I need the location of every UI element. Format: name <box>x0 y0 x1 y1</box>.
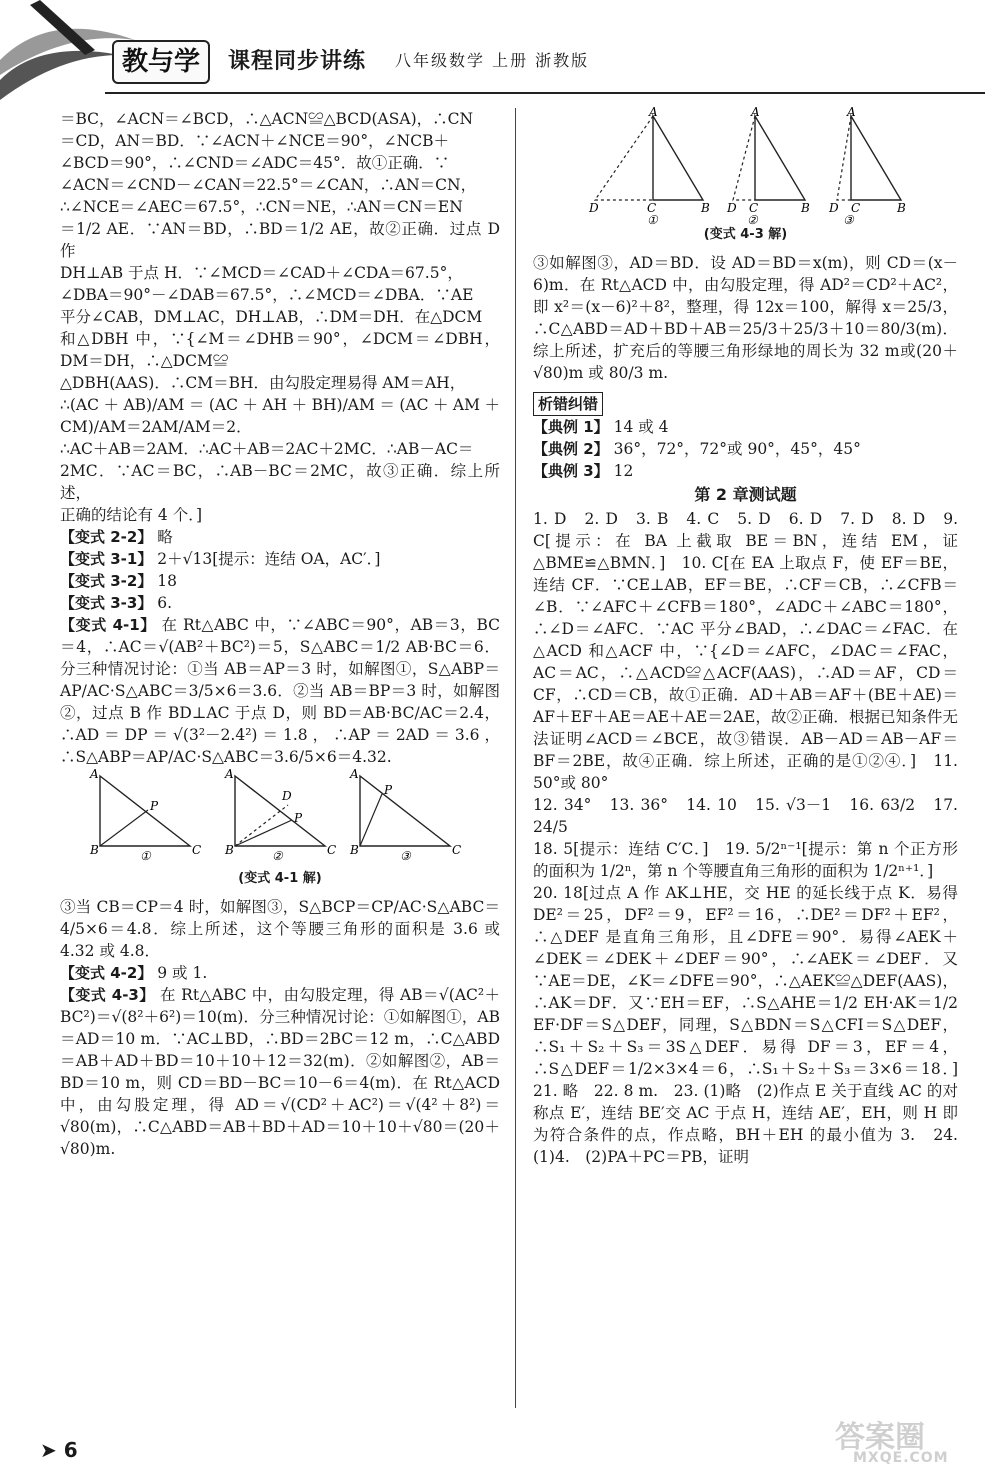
right-column <box>533 105 974 1168</box>
text-line: ∠DBA＝90°－∠DAB＝67.5°，∴∠MCD＝∠DBA．∵AE <box>60 286 474 304</box>
answer-item: 【变式 4-1】 在 Rt△ABC 中，∵∠ABC＝90°，AB＝3，BC＝4，∴AC＝√(AB²＋BC²)＝5，S△ABC＝1/2 AB·BC＝6．分三种情况讨论：①当 AB＝AP＝3 时，如解图①，S△ABP＝AP/AC·S△ABC＝3/5×6＝3.6．②当 AB＝BP＝3 时，如解图②，过点 B 作 BD⊥AC 于点 D，则 BD＝AB·BC/AC＝2.4，∴AD＝DP＝√(3²－2.4²)＝1.8，∴AP＝2AD＝3.6，∴S△ABP＝AP/AC·S△ABC＝3.6/5×6＝4.32. <box>60 616 500 766</box>
svg-text:D: D <box>282 789 292 803</box>
svg-text:P: P <box>384 783 393 797</box>
answer-paragraph: 1. D 2. D 3. B 4. C 5. D 6. D 7. D 8. D 9. C[提示：在 BA 上截取 BE＝BN，连结 EM，证△BME≌△BMN．] 10. C[在 EA 上取点 F，使 EF＝BE，连结 CF．∵CE⊥AB，EF＝BE，∴CF＝CB，∴∠CFB＝∠B．∵∠AFC＋∠CFB＝180°，∠ADC＋∠ABC＝180°，∴∠D＝∠AFC．∵AC 平分∠BAD，∴∠DAC＝∠FAC．在△ACD 和△ACF 中，∵{∠D＝∠AFC，∠DAC＝∠FAC，AC＝AC，∴△ACD≌△ACF(AAS)，∴AD＝AF，CD＝CF，∴CD＝CB，故①正确．AD＋AB＝AF＋(BE＋AE)＝AF＋EF＋AE＝AE＋AE＝2AE，故②正确．根据已知条件无法证明∠ACD＝∠BCE，故③错误．AB－AD＝AB－AF＝BF＝2BE，故④正确．综上所述，正确的是①②④．] 11. 50°或 80° <box>533 510 963 792</box>
svg-text:D: D <box>829 201 839 215</box>
answer-item: 【变式 3-2】 18 <box>60 572 177 590</box>
text-line: 正确的结论有 4 个．] <box>60 506 203 524</box>
triangle-figure-3 <box>349 767 461 863</box>
svg-text:B: B <box>225 843 234 857</box>
svg-text:B: B <box>350 843 359 857</box>
grade-meta: 八年级数学 上册 浙教版 <box>395 51 590 70</box>
text-line: ＝1/2 AE．∵AN＝BD，∴BD＝1/2 AE，故②正确．过点 D 作 <box>60 220 505 260</box>
text-line: △DBH(AAS)．∴CM＝BH．由勾股定理易得 AM＝AH， <box>60 374 466 392</box>
svg-text:C: C <box>851 201 861 215</box>
triangle-figure-2 <box>726 105 810 227</box>
text-line: ∴AC＋AB＝2AM．∴AC＋AB＝2AC＋2MC．∴AB－AC＝ <box>60 440 474 458</box>
svg-text:A: A <box>90 767 99 781</box>
figure-label: ③ <box>400 849 411 863</box>
svg-text:P: P <box>294 811 303 825</box>
answer-item: 【变式 3-1】 2＋√13[提示：连结 OA，AC′．] <box>60 550 381 568</box>
triangle-figure-3 <box>828 105 906 227</box>
figure-label: ① <box>647 213 658 227</box>
column-divider <box>515 108 516 1408</box>
svg-text:B: B <box>897 201 906 215</box>
answer-item: 【变式 4-3】 在 Rt△ABC 中，由勾股定理，得 AB＝√(AC²＋BC²)＝√(8²＋6²)＝10(m)．分三种情况讨论：①如解图①，AB＝AD＝10 m．∵AC⊥BD，∴BD＝2BC＝12 m，∴C△ABD＝AB＋AD＋BD＝10＋10＋12＝32(m)．②如解图②，AB＝BD＝10 m，则 CD＝BD－BC＝10－6＝4(m)．在 Rt△ACD 中，由勾股定理，得 AD＝√(CD²＋AC²)＝√(4²＋8²)＝√80(m)，∴C△ABD＝AB＋BD＋AD＝10＋10＋√80＝(20＋√80)m. <box>60 986 505 1158</box>
text-line: 和△DBH 中，∵{∠M＝∠DHB＝90°，∠DCM＝∠DBH，DM＝DH，∴△DCM≌ <box>60 330 500 370</box>
figure-caption: (变式 4-3 解) <box>703 227 788 242</box>
left-continuation <box>60 108 505 526</box>
answer-paragraph: 18. 5[提示：连结 C′C．] 19. 5/2ⁿ⁻¹[提示：第 n 个正方形的面积为 1/2ⁿ，第 n 个等腰直角三角形的面积为 1/2ⁿ⁺¹．] <box>533 840 958 880</box>
page-number <box>40 1438 78 1462</box>
figure-label: ② <box>272 849 283 863</box>
text-line: 平分∠CAB，DM⊥AC，DH⊥AB，∴DM＝DH．在△DCM <box>60 308 483 326</box>
text-line: DH⊥AB 于点 H．∵∠MCD＝∠CAD＋∠CDA＝67.5°， <box>60 264 463 282</box>
svg-text:P: P <box>150 799 159 813</box>
course-title: 课程同步讲练 <box>228 49 367 74</box>
answer-item: 【变式 2-2】 略 <box>60 528 173 546</box>
svg-text:C: C <box>647 201 657 215</box>
answer-item: 【变式 4-2】 9 或 1. <box>60 964 208 982</box>
svg-text:A: A <box>225 767 234 781</box>
example-item: 【典例 2】 36°，72°，72°或 90°，45°，45° <box>533 440 861 458</box>
text-paragraph: ③当 CB＝CP＝4 时，如解图③，S△BCP＝CP/AC·S△ABC＝4/5×6＝4.8．综上所述，这个等腰三角形的面积是 3.6 或 4.32 或 4.8． <box>60 898 505 960</box>
svg-text:A: A <box>847 105 856 119</box>
brand-logo: 教与学 <box>112 40 210 84</box>
arrow-icon: ➤ <box>40 1438 57 1462</box>
text-line: ∠ACN＝∠CND－∠CAN＝22.5°＝∠CAN，∴AN＝CN， <box>60 176 477 194</box>
svg-text:A: A <box>751 105 760 119</box>
answer-paragraph: 20. 18[过点 A 作 AK⊥HE，交 HE 的延长线于点 K．易得 DE²＝25，DF²＝9，EF²＝16，∴DE²＝DF²＋EF²，∴△DEF 是直角三角形，且∠DFE＝90°．易得∠AEK＋∠DEK＝∠DEK＋∠DEF＝90°，∴∠AEK＝∠DEF．又∵AE＝DE，∠K＝∠DFE＝90°，∴△AEK≌△DEF(AAS)，∴AK＝DF．又∵EH＝EF，∴S△AHE＝1/2 EH·AK＝1/2 EF·DF＝S△DEF，同理，S△BDN＝S△CFI＝S△DEF，∴S₁＋S₂＋S₃＝3S△DEF．易得 DF＝3，EF＝4，∴S△DEF＝1/2×3×4＝6，∴S₁＋S₂＋S₃＝3×6＝18．] 21. 略 22. 8 m. 23. (1)略 (2)作点 E 关于直线 AC 的对称点 E′，连结 BE′交 AC 于点 H，连结 AE′，EH，则 H 即为符合条件的点，作点略，BH＋EH 的最小值为 3. 24. (1)4. (2)PA＋PC＝PB，证明 <box>533 884 974 1166</box>
figure-variant-4-1 <box>60 767 500 863</box>
page-header <box>0 0 1000 110</box>
svg-text:C: C <box>192 843 202 857</box>
watermark-logo: 答案圈 MXQE.COM <box>835 1420 949 1466</box>
figure-label: ② <box>747 213 758 227</box>
example-item: 【典例 3】 12 <box>533 462 634 480</box>
figure-variant-4-3 <box>533 105 958 227</box>
text-line: 2MC．∵AC＝BC，∴AB－BC＝2MC，故③正确．综上所述， <box>60 462 500 502</box>
figure-label: ③ <box>843 213 854 227</box>
svg-text:B: B <box>90 843 99 857</box>
header-rule <box>105 92 985 94</box>
svg-text:A: A <box>350 767 359 781</box>
example-item: 【典例 1】 14 或 4 <box>533 418 669 436</box>
page-number-text: 6 <box>63 1438 78 1462</box>
svg-text:B: B <box>801 201 810 215</box>
svg-text:D: D <box>589 201 599 215</box>
figure-caption: (变式 4-1 解) <box>238 871 322 886</box>
svg-text:C: C <box>327 843 337 857</box>
svg-text:A: A <box>649 105 658 119</box>
triangle-figure-1 <box>89 767 201 863</box>
text-line: ∠BCD＝90°，∴∠CND＝∠ADC＝45°．故①正确．∵ <box>60 154 450 172</box>
answer-item: 【变式 3-3】 6. <box>60 594 173 612</box>
text-line: ∴∠NCE＝∠AEC＝67.5°，∴CN＝NE，∴AN＝CN＝EN <box>60 198 463 216</box>
text-line: ∴(AC＋AB)/AM＝(AC＋AH＋BH)/AM＝(AC＋AM＋CM)/AM＝2AM/AM＝2． <box>60 396 500 436</box>
answer-paragraph: 12. 34° 13. 36° 14. 10 15. √3－1 16. 63/2 17. 24/5 <box>533 796 963 836</box>
analysis-header <box>533 392 958 416</box>
triangle-figure-2 <box>224 767 336 863</box>
text-line: ＝CD，AN＝BD．∵∠ACN＋∠NCE＝90°，∠NCB＋ <box>60 132 449 150</box>
svg-text:D: D <box>727 201 737 215</box>
figure-label: ① <box>140 849 151 863</box>
svg-text:C: C <box>452 843 462 857</box>
svg-text:B: B <box>701 201 710 215</box>
left-column <box>60 108 505 1160</box>
text-line: ＝BC，∠ACN＝∠BCD，∴△ACN≌△BCD(ASA)，∴CN <box>60 110 474 128</box>
analysis-label: 析错纠错 <box>533 392 603 416</box>
text-paragraph: ③如解图③，AD＝BD．设 AD＝BD＝x(m)，则 CD＝(x－6)m．在 Rt△ACD 中，由勾股定理，得 AD²＝CD²＋AC²，即 x²＝(x－6)²＋8²，整理，得 12x＝100，解得 x＝25/3，∴C△ABD＝AD＋BD＋AB＝25/3＋25/3＋10＝80/3(m)．综上所述，扩充后的等腰三角形绿地的周长为 32 m或(20＋√80)m 或 80/3 m. <box>533 254 958 382</box>
svg-text:C: C <box>749 201 759 215</box>
section-title: 第 2 章测试题 <box>694 485 797 504</box>
triangle-figure-1 <box>588 105 710 227</box>
